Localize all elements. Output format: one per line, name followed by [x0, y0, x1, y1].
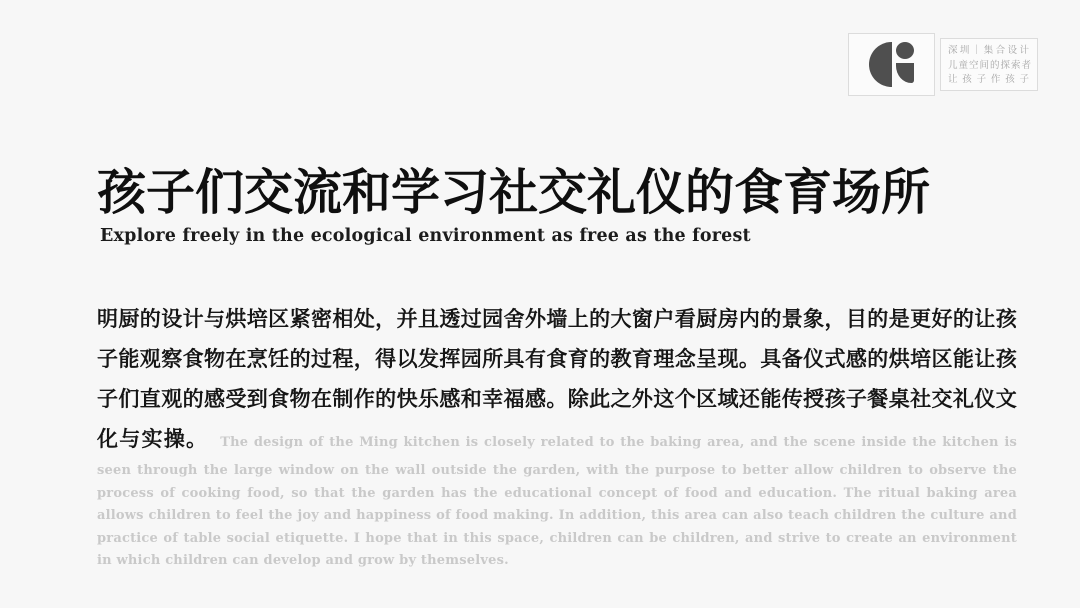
brand-logo-group: [848, 33, 1038, 96]
logomark-right-column: [896, 42, 914, 87]
content-area: [97, 163, 1017, 572]
body-paragraph: [97, 299, 1017, 572]
brand-tagline-slogan2: 让孩子作孩子: [948, 74, 1030, 85]
body-text-en: The design of the Ming kitchen is closely related to the baking area, and the scene inside the kitchen is seen through the large window on the wall outside the garden, with the purpose to better allow children to observe the process of cooking food, so that the garden has the educational concept of food and education. The ritual baking area allows children to feel the joy and happiness of food making. In addition, this area can also teach children the culture and practice of table social etiquette. I hope that in this space, children can be children, and strive to create an environment in which children can develop and grow by themselves.: [97, 435, 1018, 568]
logomark-quarterdisc: [896, 63, 914, 83]
page-title: 孩子们交流和学习社交礼仪的食育场所: [97, 163, 931, 221]
brand-tagline-slogan1: 儿童空间的探索者: [948, 59, 1033, 71]
brand-tagline-box: [940, 38, 1038, 91]
logomark-halfdisc: [869, 42, 892, 87]
logomark-dot: [896, 42, 914, 59]
body-text-zh: 明厨的设计与烘培区紧密相处，并且透过园舍外墙上的大窗户看厨房内的景象，目的是更好的让孩子能观察食物在烹饪的过程，得以发挥园所具有食育的教育理念呈现。具备仪式感的烘培区能让孩子们直观的感受到食物在制作的快乐感和幸福感。除此之外这个区域还能传授孩子餐桌社交礼仪文化与实操。: [97, 307, 1017, 451]
brand-logo-box: [848, 33, 935, 96]
brand-logomark-icon: [869, 42, 914, 87]
brand-tagline-city: 深圳｜集合设计: [948, 45, 1030, 56]
page-subtitle: Explore freely in the ecological environment as free as the forest: [100, 226, 751, 246]
